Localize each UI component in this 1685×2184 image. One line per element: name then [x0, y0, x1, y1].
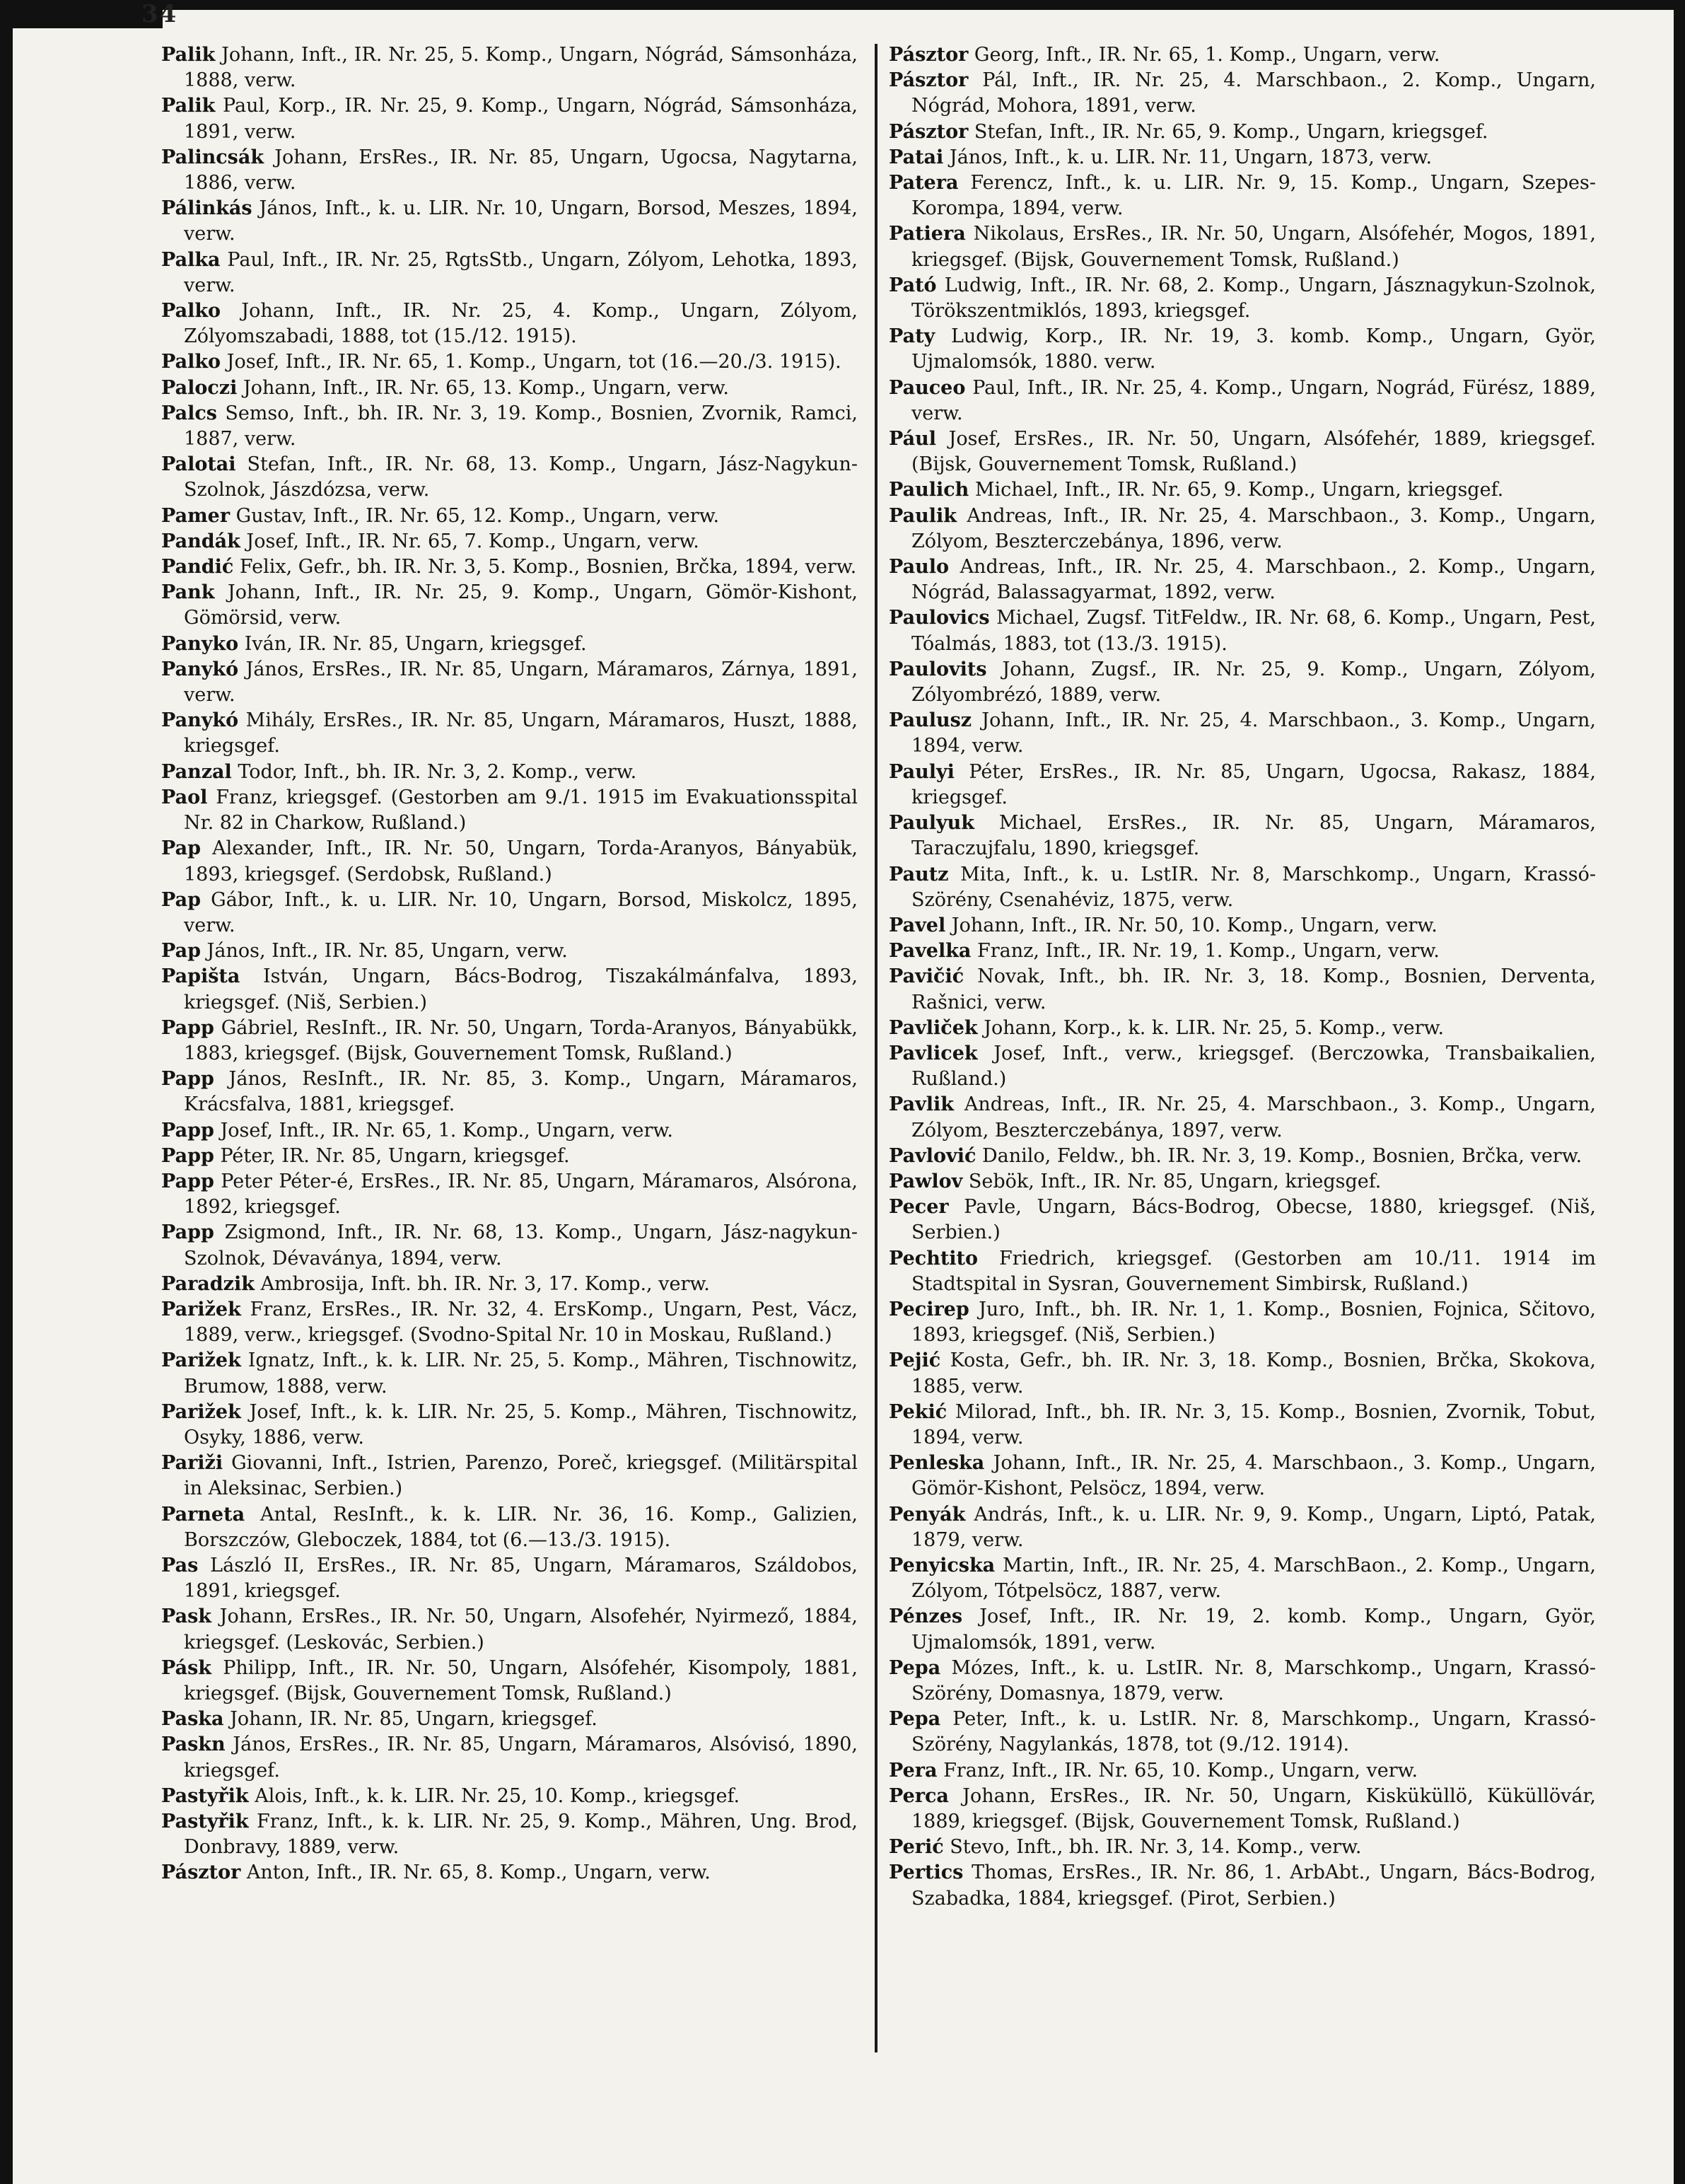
- list-entry: [889, 1016, 1596, 1041]
- list-entry: [161, 836, 858, 887]
- entry-surname: Paol: [161, 786, 208, 808]
- list-entry: [161, 580, 858, 631]
- entry-details: Stevo, Inft., bh. IR. Nr. 3, 14. Komp., verw.: [950, 1836, 1362, 1859]
- entry-surname: Pap: [161, 940, 201, 963]
- entry-surname: Pechtito: [889, 1247, 979, 1270]
- entry-surname: Papp: [161, 1068, 214, 1091]
- entry-surname: Pask: [161, 1605, 211, 1628]
- list-entry: [889, 1297, 1596, 1348]
- entry-surname: Pavelka: [889, 940, 972, 963]
- page-number: 34: [141, 0, 178, 28]
- entry-surname: Paulich: [889, 479, 969, 501]
- list-entry: [161, 1348, 858, 1399]
- entry-details: Nikolaus, ErsRes., IR. Nr. 50, Ungarn, Alsófehér, Mogos, 1891, kriegsgef. (Bijsk, Gouvernement Tomsk, Rußland.): [911, 223, 1596, 271]
- list-entry: [161, 42, 858, 93]
- list-entry: [889, 1835, 1596, 1860]
- entry-details: Mita, Inft., k. u. LstIR. Nr. 8, Marschkomp., Ungarn, Krassó-Szörény, Csenahéviz, 1875, verw.: [911, 863, 1596, 911]
- list-entry: [161, 760, 858, 785]
- entry-details: Johann, Inft., IR. Nr. 25, 5. Komp., Ungarn, Nógrád, Sámsonháza, 1888, verw.: [184, 44, 858, 92]
- entry-details: Ludwig, Inft., IR. Nr. 68, 2. Komp., Ungarn, Jásznagykun-Szolnok, Törökszentmiklós, 1893, kriegsgef.: [911, 274, 1596, 323]
- list-entry: [161, 1220, 858, 1271]
- entry-surname: Patiera: [889, 223, 966, 245]
- list-entry: [161, 632, 858, 657]
- entry-surname: Pastyřik: [161, 1784, 249, 1807]
- list-entry: [889, 324, 1596, 375]
- entry-surname: Pásztor: [889, 120, 969, 143]
- entry-details: János, ErsRes., IR. Nr. 85, Ungarn, Máramaros, Zárnya, 1891, verw.: [184, 658, 858, 707]
- entry-details: Michael, Zugsf. TitFeldw., IR. Nr. 68, 6. Komp., Ungarn, Pest, Tóalmás, 1883, tot (13./3. 1915).: [911, 607, 1596, 655]
- list-entry: [889, 221, 1596, 272]
- scan-edge-corner: [0, 0, 163, 28]
- column-divider: [875, 44, 878, 2052]
- list-entry: [889, 273, 1596, 324]
- list-entry: [161, 964, 858, 1015]
- list-entry: [889, 605, 1596, 656]
- entry-details: Johann, ErsRes., IR. Nr. 85, Ungarn, Ugocsa, Nagytarna, 1886, verw.: [184, 146, 858, 194]
- entry-details: Pál, Inft., IR. Nr. 25, 4. Marschbaon., 2. Komp., Ungarn, Nógrád, Mohora, 1891, verw.: [911, 69, 1596, 117]
- entry-details: Josef, ErsRes., IR. Nr. 50, Ungarn, Alsófehér, 1889, kriegsgef. (Bijsk, Gouvernement Tomsk, Rußland.): [911, 428, 1596, 476]
- entry-details: Antal, ResInft., k. k. LIR. Nr. 36, 16. Komp., Galizien, Borszczów, Gleboczek, 1884, tot (6.—13./3. 1915).: [184, 1503, 858, 1551]
- entry-surname: Papp: [161, 1144, 214, 1167]
- entry-surname: Palik: [161, 44, 216, 66]
- list-entry: [889, 68, 1596, 119]
- entry-surname: Palko: [161, 300, 221, 323]
- entry-details: Danilo, Feldw., bh. IR. Nr. 3, 19. Komp., Bosnien, Brčka, verw.: [982, 1144, 1582, 1167]
- entry-details: Anton, Inft., IR. Nr. 65, 8. Komp., Ungarn, verw.: [246, 1861, 711, 1884]
- entry-details: Péter, ErsRes., IR. Nr. 85, Ungarn, Ugocsa, Rakasz, 1884, kriegsgef.: [911, 760, 1596, 808]
- entry-details: Franz, Inft., IR. Nr. 65, 10. Komp., Ungarn, verw.: [943, 1759, 1418, 1782]
- entry-surname: Pank: [161, 581, 215, 604]
- list-entry: [161, 529, 858, 554]
- entry-details: Kosta, Gefr., bh. IR. Nr. 3, 18. Komp., Bosnien, Brčka, Skokova, 1885, verw.: [911, 1349, 1596, 1398]
- entry-details: Johann, Inft., IR. Nr. 25, 9. Komp., Ungarn, Gömör-Kishont, Gömörsid, verw.: [184, 581, 858, 629]
- list-entry: [889, 760, 1596, 811]
- list-entry: [889, 376, 1596, 426]
- entry-surname: Palko: [161, 351, 221, 373]
- list-entry: [161, 1860, 858, 1886]
- entry-surname: Paska: [161, 1708, 224, 1731]
- entry-details: Martin, Inft., IR. Nr. 25, 4. MarschBaon., 2. Komp., Ungarn, Zólyom, Tótpelsöcz, 1887, verw.: [911, 1554, 1596, 1603]
- entry-details: Johann, Inft., IR. Nr. 50, 10. Komp., Ungarn, verw.: [951, 914, 1438, 936]
- entry-surname: Papp: [161, 1221, 214, 1244]
- scan-edge-left: [0, 0, 13, 2184]
- entry-details: Johann, Inft., IR. Nr. 25, 4. Marschbaon., 3. Komp., Ungarn, Gömör-Kishont, Pelsöcz, 1894, verw.: [911, 1452, 1596, 1500]
- list-entry: [889, 811, 1596, 861]
- entry-details: Johann, Inft., IR. Nr. 25, 4. Marschbaon., 3. Komp., Ungarn, 1894, verw.: [911, 709, 1596, 757]
- entry-details: Paul, Inft., IR. Nr. 25, RgtsStb., Ungarn, Zólyom, Lehotka, 1893, verw.: [184, 248, 858, 296]
- entry-surname: Pap: [161, 837, 201, 860]
- list-entry: [161, 196, 858, 247]
- entry-details: Josef, Inft., IR. Nr. 65, 1. Komp., Ungarn, tot (16.—20./3. 1915).: [226, 351, 841, 373]
- entry-surname: Paulyi: [889, 760, 955, 783]
- entry-surname: Paulik: [889, 504, 957, 527]
- entry-surname: Perić: [889, 1836, 944, 1859]
- entry-surname: Penleska: [889, 1452, 985, 1475]
- entry-details: Sebök, Inft., IR. Nr. 85, Ungarn, kriegsgef.: [968, 1170, 1382, 1192]
- entry-surname: Pásk: [161, 1656, 211, 1679]
- entry-surname: Paulo: [889, 556, 949, 579]
- entry-details: Ludwig, Korp., IR. Nr. 19, 3. komb. Komp., Ungarn, Györ, Ujmalomsók, 1880. verw.: [911, 325, 1597, 373]
- entry-surname: Panyko: [161, 632, 239, 655]
- list-entry: [889, 862, 1596, 913]
- list-entry: [161, 452, 858, 503]
- list-entry: [889, 1195, 1596, 1245]
- list-entry: [161, 1553, 858, 1604]
- entry-surname: Palincsák: [161, 146, 264, 168]
- entry-details: Josef, Inft., IR. Nr. 19, 2. komb. Komp., Ungarn, Györ, Ujmalomsók, 1891, verw.: [911, 1605, 1596, 1654]
- entry-details: Semso, Inft., bh. IR. Nr. 3, 19. Komp., Bosnien, Zvornik, Ramci, 1887, verw.: [184, 402, 858, 451]
- entry-details: János, ErsRes., IR. Nr. 85, Ungarn, Máramaros, Alsóvisó, 1890, kriegsgef.: [184, 1733, 858, 1782]
- list-entry: [889, 1758, 1596, 1784]
- entry-details: János, ResInft., IR. Nr. 85, 3. Komp., Ungarn, Máramaros, Krácsfalva, 1881, kriegsgef.: [184, 1068, 858, 1116]
- list-entry: [161, 1118, 858, 1144]
- entry-details: Georg, Inft., IR. Nr. 65, 1. Komp., Ungarn, verw.: [974, 44, 1440, 66]
- list-entry: [161, 888, 858, 939]
- entry-details: Iván, IR. Nr. 85, Ungarn, kriegsgef.: [244, 632, 587, 655]
- list-entry: [161, 1144, 858, 1169]
- list-entry: [889, 504, 1596, 554]
- entry-surname: Pautz: [889, 863, 949, 885]
- entry-surname: Papp: [161, 1170, 214, 1192]
- entry-details: Péter, IR. Nr. 85, Ungarn, kriegsgef.: [220, 1144, 570, 1167]
- entry-details: Franz, Inft., IR. Nr. 19, 1. Komp., Ungarn, verw.: [977, 940, 1440, 963]
- entry-details: Johann, Korp., k. k. LIR. Nr. 25, 5. Komp., verw.: [984, 1016, 1445, 1039]
- entry-surname: Parižek: [161, 1400, 241, 1423]
- entry-details: Johann, IR. Nr. 85, Ungarn, kriegsgef.: [230, 1708, 597, 1731]
- entry-details: Johann, Zugsf., IR. Nr. 25, 9. Komp., Ungarn, Zólyom, Zólyombrézó, 1889, verw.: [911, 658, 1596, 707]
- list-entry: [889, 1604, 1596, 1655]
- entry-surname: Pavliček: [889, 1016, 978, 1039]
- list-entry: [161, 1656, 858, 1707]
- list-entry: [161, 554, 858, 580]
- entry-surname: Paulyuk: [889, 812, 974, 835]
- list-entry: [161, 1169, 858, 1220]
- entry-surname: Papp: [161, 1119, 214, 1142]
- entry-surname: Palotai: [161, 453, 236, 476]
- entry-surname: Pálinkás: [161, 197, 252, 220]
- entry-details: Stefan, Inft., IR. Nr. 65, 9. Komp., Ungarn, kriegsgef.: [974, 120, 1488, 143]
- entry-surname: Pénzes: [889, 1605, 963, 1628]
- entry-surname: Pavlović: [889, 1144, 976, 1167]
- right-column: [889, 42, 1596, 1912]
- entry-surname: Paulovics: [889, 607, 990, 629]
- entry-details: Franz, kriegsgef. (Gestorben am 9./1. 1915 im Evakuationsspital Nr. 82 in Charkow, Rußland.): [184, 786, 858, 835]
- list-entry: [161, 1784, 858, 1809]
- entry-details: Paul, Inft., IR. Nr. 25, 4. Komp., Ungarn, Nográd, Fürész, 1889, verw.: [911, 376, 1596, 424]
- list-entry: [889, 1451, 1596, 1502]
- entry-surname: Patera: [889, 172, 959, 194]
- entry-surname: Pawlov: [889, 1170, 963, 1192]
- list-entry: [161, 1297, 858, 1348]
- list-entry: [889, 42, 1596, 68]
- entry-surname: Pauceo: [889, 376, 966, 399]
- entry-details: Andreas, Inft., IR. Nr. 25, 4. Marschbaon., 3. Komp., Ungarn, Zólyom, Beszterczebánya, 1896, verw.: [911, 504, 1596, 552]
- list-entry: [161, 145, 858, 196]
- entry-surname: Pepa: [889, 1708, 941, 1731]
- entry-surname: Parižek: [161, 1349, 241, 1372]
- list-entry: [889, 708, 1596, 759]
- entry-details: Thomas, ErsRes., IR. Nr. 86, 1. ArbAbt., Ungarn, Bács-Bodrog, Szabadka, 1884, kriegsgef. (Pirot, Serbien.): [911, 1861, 1596, 1910]
- list-entry: [161, 1016, 858, 1067]
- entry-surname: Pavičić: [889, 965, 964, 988]
- list-entry: [889, 1553, 1596, 1604]
- entry-details: Friedrich, kriegsgef. (Gestorben am 10./11. 1914 im Stadtspital in Sysran, Gouvernement Simbirsk, Rußland.): [911, 1247, 1596, 1295]
- entry-surname: Pandák: [161, 530, 240, 552]
- list-entry: [889, 145, 1596, 170]
- entry-details: Franz, ErsRes., IR. Nr. 32, 4. ErsKomp., Ungarn, Pest, Vácz, 1889, verw., kriegsgef. (Svodno-Spital Nr. 10 in Moskau, Rußland.): [184, 1298, 858, 1347]
- list-entry: [889, 1784, 1596, 1835]
- entry-details: Ambrosija, Inft. bh. IR. Nr. 3, 17. Komp., verw.: [260, 1272, 710, 1295]
- entry-details: Ignatz, Inft., k. k. LIR. Nr. 25, 5. Komp., Mähren, Tischnowitz, Brumow, 1888, verw.: [184, 1349, 858, 1398]
- entry-details: Novak, Inft., bh. IR. Nr. 3, 18. Komp., Bosnien, Derventa, Rašnici, verw.: [911, 965, 1596, 1013]
- entry-details: Philipp, Inft., IR. Nr. 50, Ungarn, Alsófehér, Kisompoly, 1881, kriegsgef. (Bijsk, Gouvernement Tomsk, Rußland.): [184, 1656, 858, 1704]
- entry-surname: Pásztor: [889, 69, 969, 92]
- list-entry: [161, 1604, 858, 1655]
- entry-surname: Penyicska: [889, 1554, 996, 1576]
- scan-edge-top: [0, 0, 1685, 10]
- entry-surname: Pera: [889, 1759, 938, 1782]
- entry-surname: Palcs: [161, 402, 217, 424]
- list-entry: [161, 376, 858, 401]
- entry-surname: Palka: [161, 248, 221, 271]
- list-entry: [161, 401, 858, 452]
- list-entry: [161, 1272, 858, 1297]
- entry-surname: Paty: [889, 325, 935, 348]
- entry-surname: Pap: [161, 888, 201, 911]
- list-entry: [161, 1400, 858, 1451]
- entry-details: Gábriel, ResInft., IR. Nr. 50, Ungarn, Torda-Aranyos, Bányabükk, 1883, kriegsgef. (Bijsk, Gouvernement Tomsk, Rußland.): [184, 1016, 858, 1064]
- entry-details: Peter Péter-é, ErsRes., IR. Nr. 85, Ungarn, Máramaros, Alsórona, 1892, kriegsgef.: [184, 1170, 858, 1219]
- entry-details: Juro, Inft., bh. IR. Nr. 1, 1. Komp., Bosnien, Fojnica, Sčitovo, 1893, kriegsgef. (Niš, Serbien.): [911, 1298, 1596, 1347]
- entry-surname: Pepa: [889, 1656, 941, 1679]
- entry-details: István, Ungarn, Bács-Bodrog, Tiszakálmánfalva, 1893, kriegsgef. (Niš, Serbien.): [184, 965, 858, 1013]
- entry-details: Gustav, Inft., IR. Nr. 65, 12. Komp., Ungarn, verw.: [235, 504, 720, 527]
- entry-details: Josef, Inft., verw., kriegsgef. (Berczowka, Transbaikalien, Rußland.): [911, 1042, 1596, 1091]
- entry-details: Johann, Inft., IR. Nr. 65, 13. Komp., Ungarn, verw.: [243, 376, 730, 399]
- entry-details: Josef, Inft., IR. Nr. 65, 7. Komp., Ungarn, verw.: [246, 530, 699, 552]
- entry-details: Stefan, Inft., IR. Nr. 68, 13. Komp., Ungarn, Jász-Nagykun-Szolnok, Jászdózsa, verw.: [184, 453, 858, 501]
- entry-details: Todor, Inft., bh. IR. Nr. 3, 2. Komp., verw.: [238, 760, 637, 783]
- entry-surname: Perca: [889, 1784, 949, 1807]
- entry-surname: Panzal: [161, 760, 232, 783]
- list-entry: [889, 1656, 1596, 1707]
- list-entry: [889, 1502, 1596, 1553]
- list-entry: [889, 1169, 1596, 1195]
- entry-details: Felix, Gefr., bh. IR. Nr. 3, 5. Komp., Bosnien, Brčka, 1894, verw.: [239, 556, 857, 579]
- entry-details: Michael, Inft., IR. Nr. 65, 9. Komp., Ungarn, kriegsgef.: [974, 479, 1504, 501]
- list-entry: [161, 93, 858, 144]
- entry-details: Andreas, Inft., IR. Nr. 25, 4. Marschbaon., 3. Komp., Ungarn, Zólyom, Beszterczebánya, 1897, verw.: [911, 1093, 1596, 1142]
- left-column: [161, 42, 858, 1886]
- list-entry: [889, 1092, 1596, 1143]
- entry-surname: Pastyřik: [161, 1811, 249, 1833]
- entry-surname: Pecirep: [889, 1298, 969, 1320]
- list-entry: [889, 1041, 1596, 1092]
- entry-surname: Panykó: [161, 709, 239, 732]
- entry-surname: Paskn: [161, 1733, 226, 1756]
- entry-surname: Pató: [889, 274, 937, 296]
- list-entry: [889, 170, 1596, 221]
- entry-details: András, Inft., k. u. LIR. Nr. 9, 9. Komp., Ungarn, Liptó, Patak, 1879, verw.: [911, 1503, 1596, 1551]
- entry-details: Alexander, Inft., IR. Nr. 50, Ungarn, Torda-Aranyos, Bányabük, 1893, kriegsgef. (Serdobsk, Rußland.): [184, 837, 858, 885]
- list-entry: [161, 1707, 858, 1732]
- list-entry: [161, 708, 858, 759]
- list-entry: [161, 504, 858, 529]
- entry-details: Zsigmond, Inft., IR. Nr. 68, 13. Komp., Ungarn, Jász-nagykun-Szolnok, Dévaványa, 1894, verw.: [184, 1221, 858, 1270]
- list-entry: [161, 1809, 858, 1860]
- entry-details: Ferencz, Inft., k. u. LIR. Nr. 9, 15. Komp., Ungarn, Szepes-Korompa, 1894, verw.: [911, 172, 1596, 220]
- list-entry: [161, 939, 858, 964]
- entry-details: János, Inft., k. u. LIR. Nr. 11, Ungarn, 1873, verw.: [949, 146, 1433, 168]
- entry-details: László II, ErsRes., IR. Nr. 85, Ungarn, Máramaros, Száldobos, 1891, kriegsgef.: [184, 1554, 858, 1603]
- entry-surname: Penyák: [889, 1503, 966, 1526]
- entry-surname: Pamer: [161, 504, 231, 527]
- entry-surname: Parneta: [161, 1503, 245, 1526]
- entry-details: Mózes, Inft., k. u. LstIR. Nr. 8, Marschkomp., Ungarn, Krassó-Szörény, Domasnya, 1879, verw.: [911, 1656, 1596, 1704]
- list-entry: [161, 248, 858, 298]
- list-entry: [161, 785, 858, 836]
- entry-surname: Pariži: [161, 1452, 223, 1475]
- entry-surname: Pejić: [889, 1349, 941, 1372]
- entry-details: János, Inft., k. u. LIR. Nr. 10, Ungarn, Borsod, Meszes, 1894, verw.: [184, 197, 858, 245]
- entry-surname: Pavlik: [889, 1093, 954, 1116]
- list-entry: [889, 1144, 1596, 1169]
- entry-details: Mihály, ErsRes., IR. Nr. 85, Ungarn, Máramaros, Huszt, 1888, kriegsgef.: [184, 709, 858, 757]
- list-entry: [889, 657, 1596, 708]
- entry-details: Franz, Inft., k. k. LIR. Nr. 25, 9. Komp., Mähren, Ung. Brod, Donbravy, 1889, verw.: [184, 1811, 858, 1859]
- list-entry: [161, 1451, 858, 1502]
- entry-details: Andreas, Inft., IR. Nr. 25, 4. Marschbaon., 2. Komp., Ungarn, Nógrád, Balassagyarmat, 1892, verw.: [911, 556, 1596, 604]
- list-entry: [889, 477, 1596, 503]
- entry-details: Josef, Inft., IR. Nr. 65, 1. Komp., Ungarn, verw.: [220, 1119, 673, 1142]
- entry-surname: Papišta: [161, 965, 240, 988]
- entry-surname: Pertics: [889, 1861, 964, 1884]
- entry-details: Michael, ErsRes., IR. Nr. 85, Ungarn, Máramaros, Taraczujfalu, 1890, kriegsgef.: [911, 812, 1596, 860]
- entry-details: Johann, ErsRes., IR. Nr. 50, Ungarn, Kisküküllö, Küküllövár, 1889, kriegsgef. (Bijsk, Gouvernement Tomsk, Rußland.): [911, 1784, 1596, 1833]
- entry-surname: Panykó: [161, 658, 239, 680]
- list-entry: [889, 1707, 1596, 1758]
- list-entry: [889, 939, 1596, 964]
- scan-edge-right: [1674, 0, 1685, 2184]
- entry-surname: Paradzik: [161, 1272, 255, 1295]
- entry-surname: Pekić: [889, 1400, 948, 1423]
- list-entry: [161, 657, 858, 708]
- list-entry: [889, 1246, 1596, 1297]
- entry-details: Johann, Inft., IR. Nr. 25, 4. Komp., Ungarn, Zólyom, Zólyomszabadi, 1888, tot (15./12. 1915).: [184, 300, 858, 348]
- list-entry: [161, 1502, 858, 1553]
- list-entry: [889, 1400, 1596, 1451]
- entry-surname: Parižek: [161, 1298, 241, 1320]
- entry-surname: Pavlicek: [889, 1042, 978, 1064]
- list-entry: [161, 1732, 858, 1783]
- entry-surname: Pandić: [161, 556, 234, 579]
- entry-details: Alois, Inft., k. k. LIR. Nr. 25, 10. Komp., kriegsgef.: [255, 1784, 740, 1807]
- entry-surname: Pásztor: [889, 44, 969, 66]
- entry-details: Milorad, Inft., bh. IR. Nr. 3, 15. Komp., Bosnien, Zvornik, Tobut, 1894, verw.: [911, 1400, 1596, 1448]
- list-entry: [889, 1348, 1596, 1399]
- list-entry: [161, 1067, 858, 1117]
- entry-details: Giovanni, Inft., Istrien, Parenzo, Poreč, kriegsgef. (Militärspital in Aleksinac, Serbien.): [184, 1452, 858, 1500]
- entry-surname: Papp: [161, 1016, 214, 1039]
- list-entry: [889, 964, 1596, 1015]
- entry-details: Pavle, Ungarn, Bács-Bodrog, Obecse, 1880, kriegsgef. (Niš, Serbien.): [911, 1196, 1596, 1244]
- entry-surname: Palik: [161, 95, 216, 117]
- entry-details: Peter, Inft., k. u. LstIR. Nr. 8, Marschkomp., Ungarn, Krassó-Szörény, Nagylankás, 1878, tot (9./12. 1914).: [911, 1708, 1596, 1756]
- list-entry: [889, 120, 1596, 145]
- entry-details: Paul, Korp., IR. Nr. 25, 9. Komp., Ungarn, Nógrád, Sámsonháza, 1891, verw.: [184, 95, 858, 143]
- entry-details: Josef, Inft., k. k. LIR. Nr. 25, 5. Komp., Mähren, Tischnowitz, Osyky, 1886, verw.: [184, 1400, 858, 1448]
- entry-details: Johann, ErsRes., IR. Nr. 50, Ungarn, Alsofehér, Nyirmező, 1884, kriegsgef. (Leskovác, Serbien.): [184, 1605, 858, 1654]
- entry-details: János, Inft., IR. Nr. 85, Ungarn, verw.: [206, 940, 568, 963]
- entry-surname: Pásztor: [161, 1861, 241, 1884]
- list-entry: [889, 554, 1596, 605]
- list-entry: [889, 913, 1596, 939]
- list-entry: [161, 298, 858, 349]
- entry-surname: Pavel: [889, 914, 946, 936]
- entry-surname: Pas: [161, 1554, 199, 1576]
- entry-surname: Paloczi: [161, 376, 238, 399]
- entry-surname: Patai: [889, 146, 944, 168]
- list-entry: [161, 349, 858, 375]
- entry-surname: Paulovits: [889, 658, 987, 680]
- entry-details: Gábor, Inft., k. u. LIR. Nr. 10, Ungarn, Borsod, Miskolcz, 1895, verw.: [184, 888, 858, 936]
- list-entry: [889, 1860, 1596, 1911]
- entry-surname: Pecer: [889, 1196, 949, 1219]
- entry-surname: Paulusz: [889, 709, 972, 732]
- entry-surname: Pául: [889, 428, 936, 451]
- list-entry: [889, 426, 1596, 477]
